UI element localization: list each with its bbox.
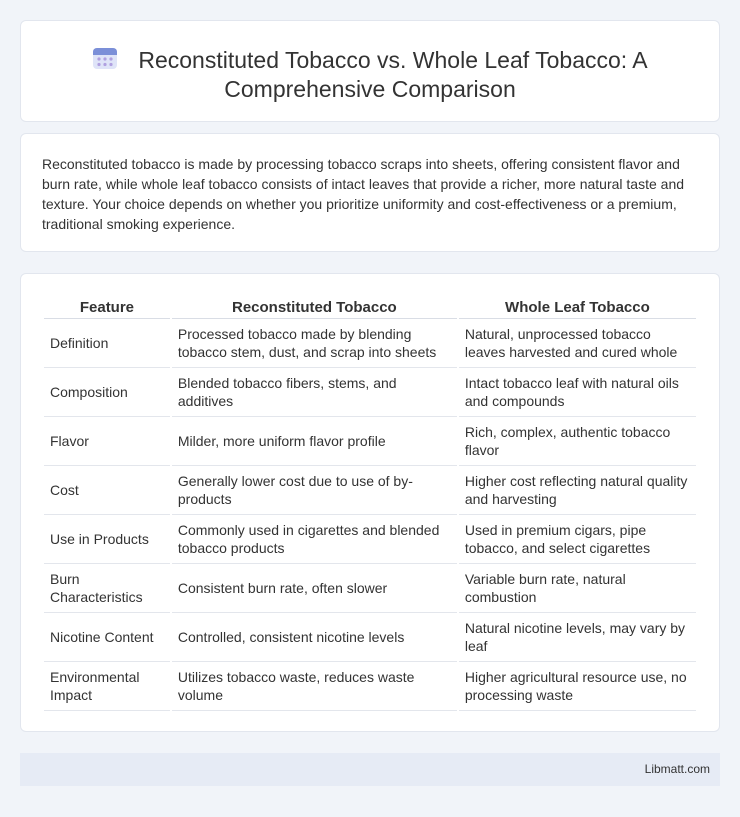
table-row (44, 417, 696, 466)
feature-cell: Environmental Impact (44, 662, 170, 711)
reconstituted-cell: Blended tobacco fibers, stems, and additives (172, 368, 457, 417)
feature-cell: Composition (44, 368, 170, 417)
reconstituted-cell: Commonly used in cigarettes and blended tobacco products (172, 515, 457, 564)
whole-leaf-cell: Higher agricultural resource use, no processing waste (459, 662, 696, 711)
reconstituted-cell: Milder, more uniform flavor profile (172, 417, 457, 466)
header-feature: Feature (44, 296, 170, 319)
table-row (44, 515, 696, 564)
feature-cell: Definition (44, 319, 170, 368)
whole-leaf-cell: Rich, complex, authentic tobacco flavor (459, 417, 696, 466)
feature-cell: Burn Characteristics (44, 564, 170, 613)
title-card (20, 20, 720, 122)
intro-card (20, 133, 720, 252)
whole-leaf-cell: Used in premium cigars, pipe tobacco, and select cigarettes (459, 515, 696, 564)
reconstituted-cell: Generally lower cost due to use of by-products (172, 466, 457, 515)
table-row (44, 613, 696, 662)
feature-cell: Flavor (44, 417, 170, 466)
intro-paragraph: Reconstituted tobacco is made by processing tobacco scraps into sheets, offering consistent flavor and burn rate, while whole leaf tobacco consists of intact leaves that provide a richer, more natural taste and texture. Your choice depends on whether you prioritize uniformity and cost-effectiveness or a premium, traditional smoking experience. (42, 156, 685, 232)
reconstituted-cell: Utilizes tobacco waste, reduces waste volume (172, 662, 457, 711)
feature-cell: Nicotine Content (44, 613, 170, 662)
table-row (44, 564, 696, 613)
comparison-card (20, 273, 720, 732)
footer (20, 753, 720, 786)
whole-leaf-cell: Intact tobacco leaf with natural oils and compounds (459, 368, 696, 417)
whole-leaf-cell: Variable burn rate, natural combustion (459, 564, 696, 613)
table-row (44, 662, 696, 711)
table-header-row (44, 296, 696, 319)
whole-leaf-cell: Higher cost reflecting natural quality and harvesting (459, 466, 696, 515)
table-row (44, 466, 696, 515)
reconstituted-cell: Consistent burn rate, often slower (172, 564, 457, 613)
reconstituted-cell: Processed tobacco made by blending tobacco stem, dust, and scrap into sheets (172, 319, 457, 368)
feature-cell: Use in Products (44, 515, 170, 564)
table-row (44, 319, 696, 368)
header-whole-leaf: Whole Leaf Tobacco (459, 296, 696, 319)
calendar-icon (92, 45, 118, 71)
page-title-wrap (21, 45, 719, 104)
reconstituted-cell: Controlled, consistent nicotine levels (172, 613, 457, 662)
feature-cell: Cost (44, 466, 170, 515)
comparison-table (42, 296, 698, 711)
header-reconstituted: Reconstituted Tobacco (172, 296, 457, 319)
page-title: Reconstituted Tobacco vs. Whole Leaf Tobacco: A Comprehensive Comparison (138, 47, 648, 102)
table-row (44, 368, 696, 417)
whole-leaf-cell: Natural, unprocessed tobacco leaves harvested and cured whole (459, 319, 696, 368)
footer-site-link[interactable]: Libmatt.com (644, 762, 710, 776)
whole-leaf-cell: Natural nicotine levels, may vary by leaf (459, 613, 696, 662)
